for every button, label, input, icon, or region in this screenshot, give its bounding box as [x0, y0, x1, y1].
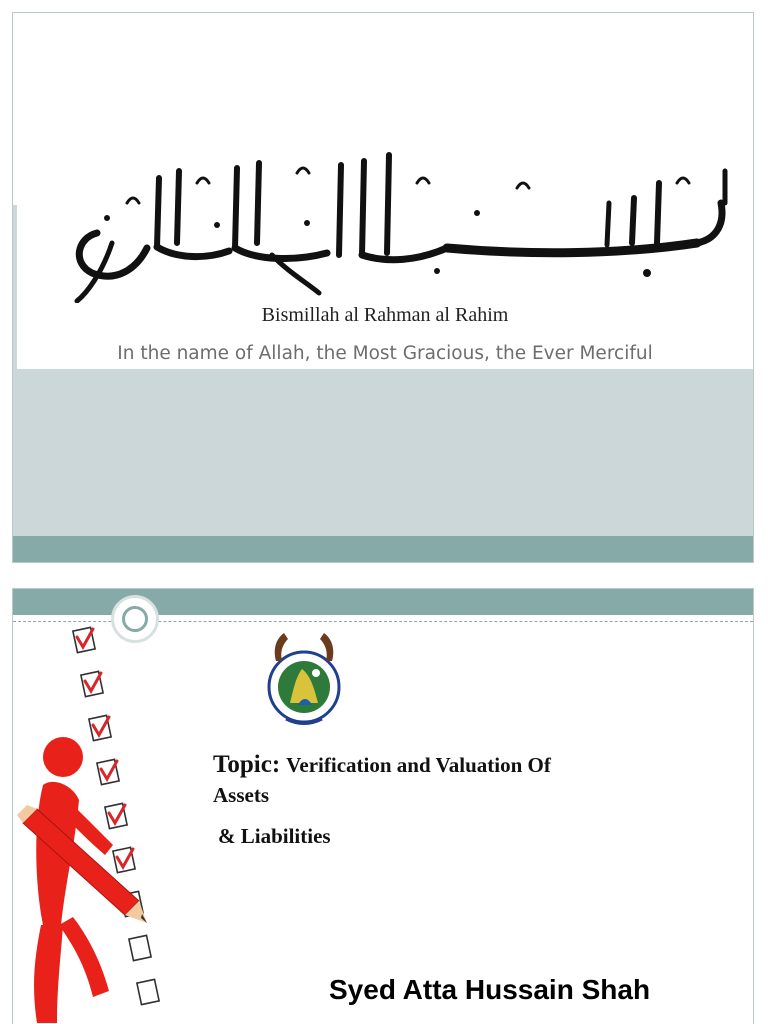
topic-title-line1: Verification and Valuation Of	[286, 753, 551, 777]
topic-slide	[12, 588, 754, 1024]
translation-text: In the name of Allah, the Most Gracious, the Ever Merciful	[117, 343, 653, 364]
bismillah-calligraphy-icon	[57, 143, 737, 303]
topic-heading	[213, 751, 551, 779]
red-figure-with-pencil-checklist-icon	[13, 625, 213, 1024]
bismillah-banner	[17, 143, 753, 369]
slide-footer-band	[13, 536, 753, 562]
topic-title-line3: & Liabilities	[218, 824, 331, 848]
topic-label: Topic:	[213, 751, 281, 778]
university-of-sindh-logo-icon	[266, 631, 342, 727]
title-slide-bismillah	[12, 12, 754, 563]
author-name: Syed Atta Hussain Shah	[329, 974, 651, 1005]
topic-title-line2: Assets	[213, 783, 269, 807]
transliteration-text: Bismillah al Rahman al Rahim	[261, 304, 509, 326]
